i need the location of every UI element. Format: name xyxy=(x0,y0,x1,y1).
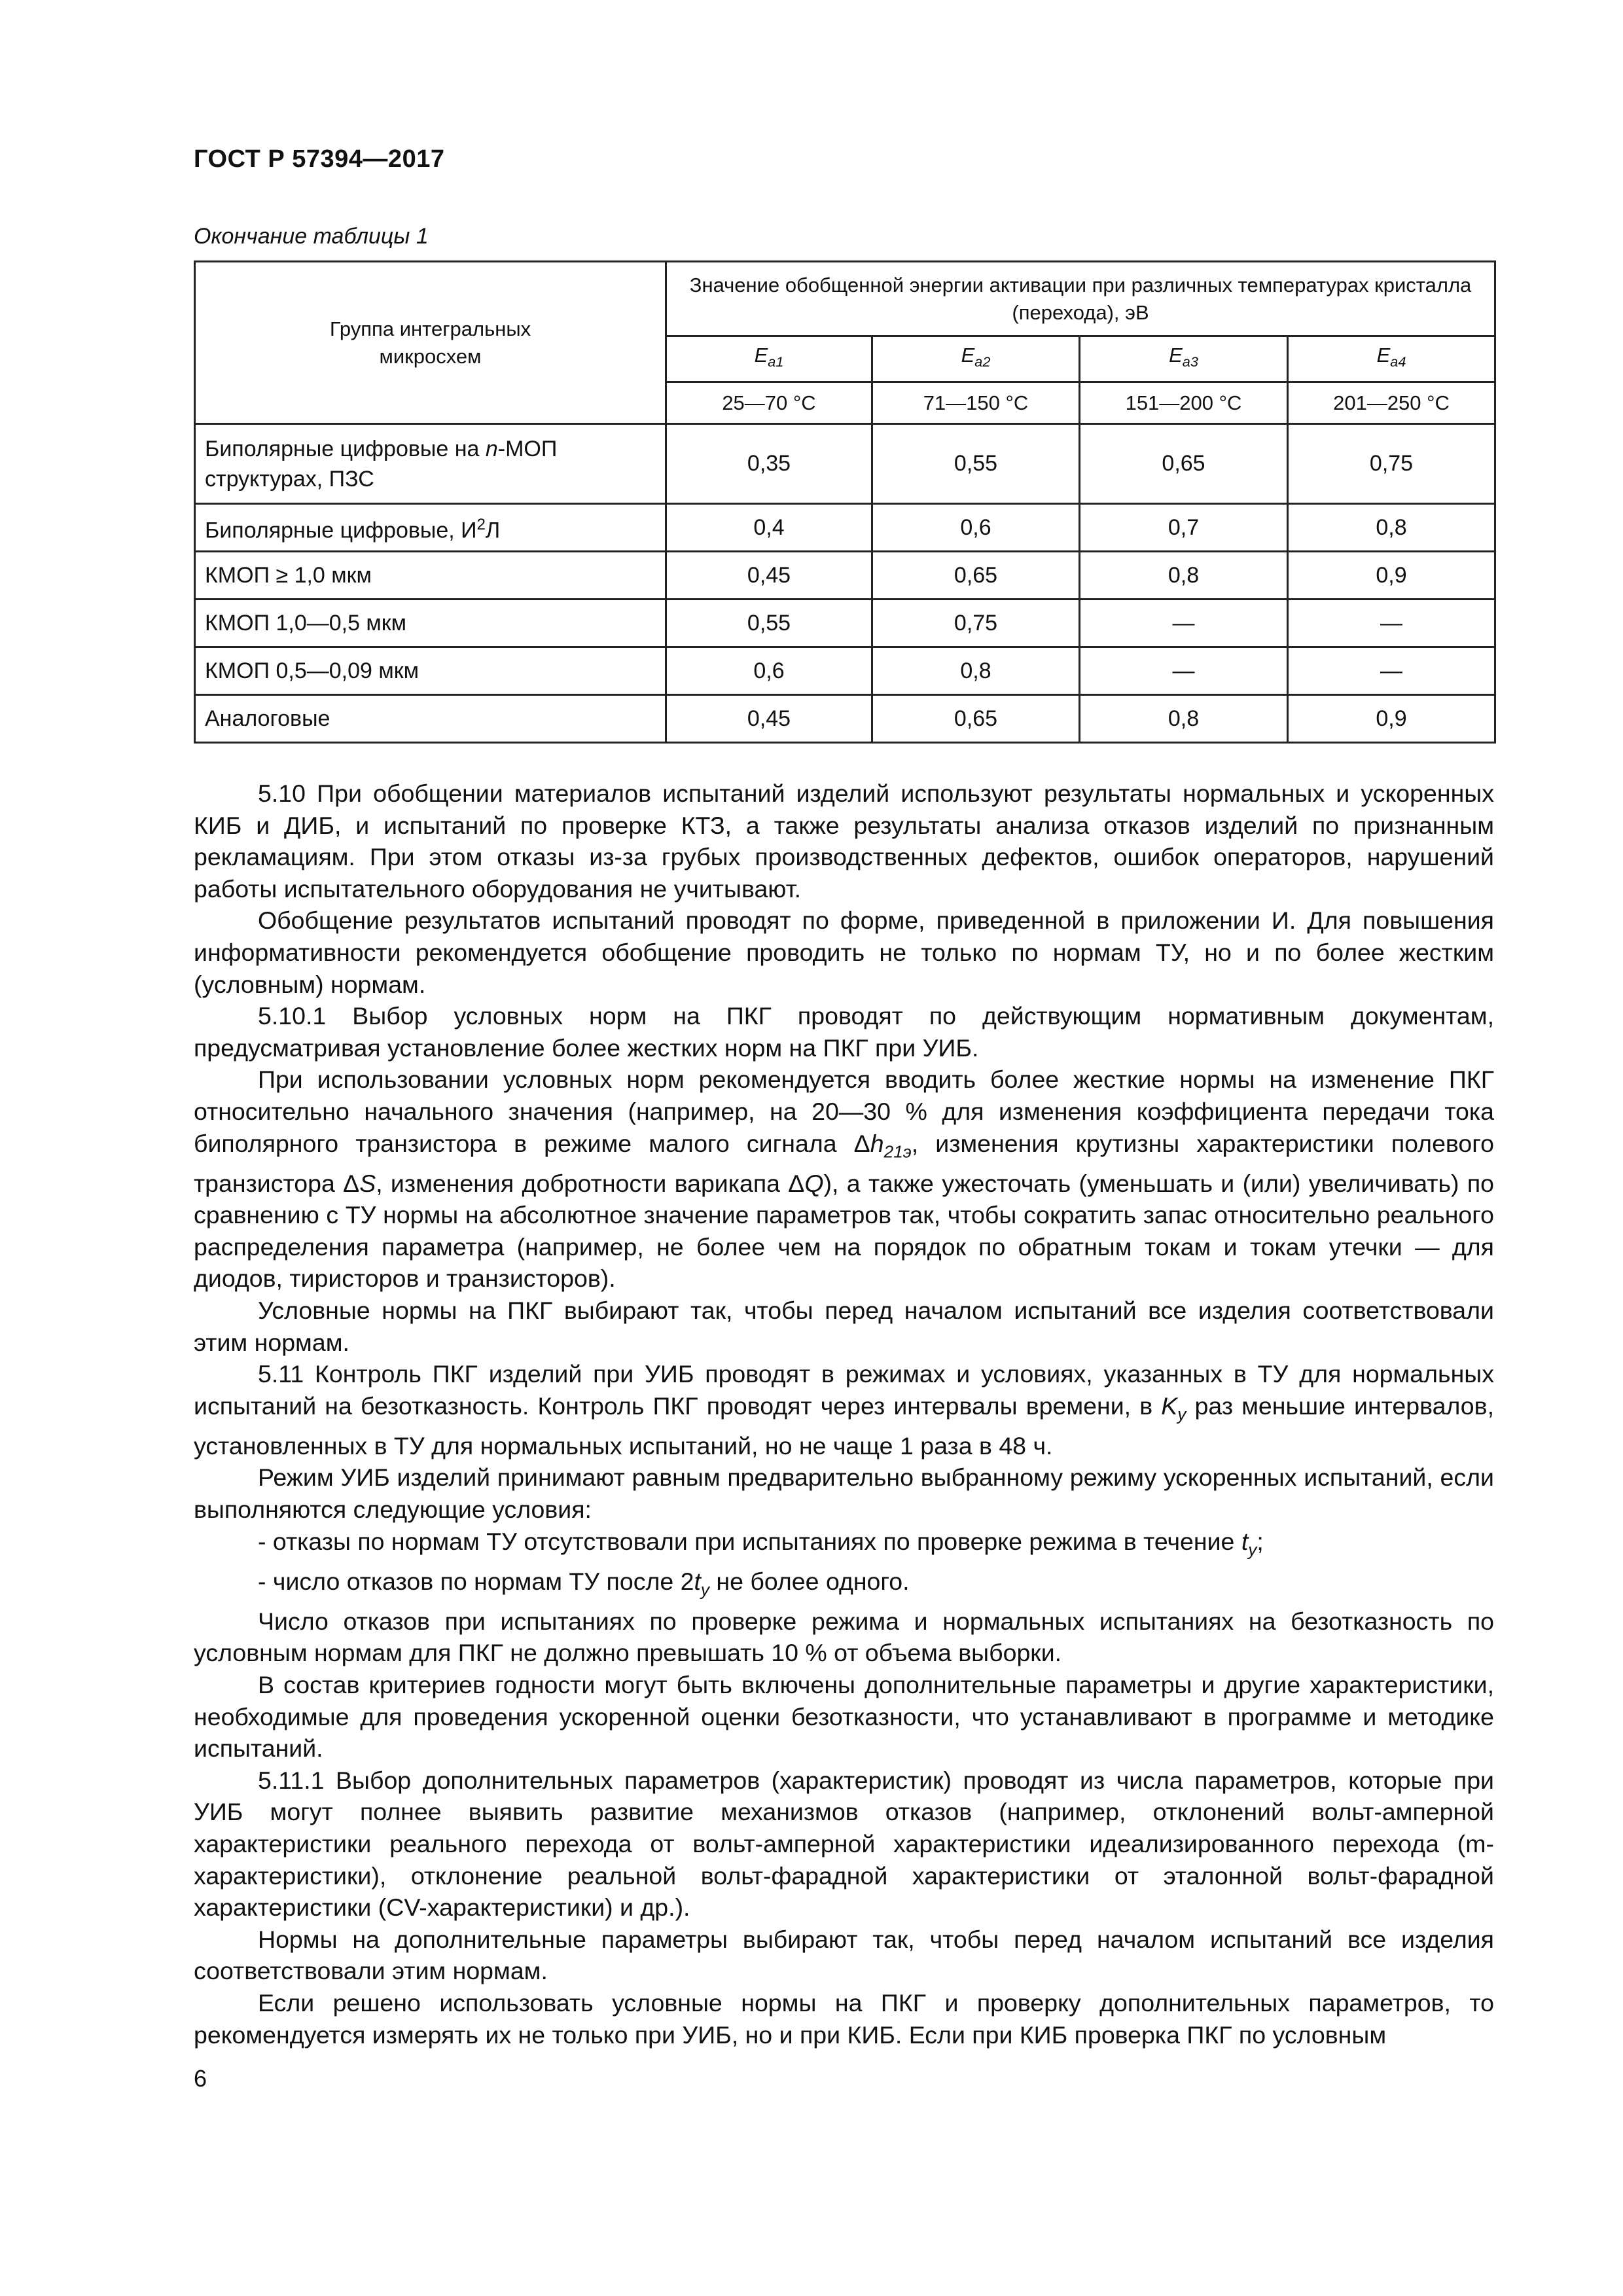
table-header-row xyxy=(195,262,1495,336)
group-cell: Биполярные цифровые на n-МОП структурах, ПЗС xyxy=(195,424,666,504)
group-cell: Аналоговые xyxy=(195,695,666,743)
energy-symbol-cell: $E_{a1}$ xyxy=(666,336,872,382)
paragraph: Обобщение результатов испытаний проводят по форме, приведенной в приложении И. Для повышения информативности рекомендуется обобщение проводить не только по нормам ТУ, но и по более жестким (условным) нормам. xyxy=(194,906,1494,998)
value-cell: — xyxy=(1080,647,1288,695)
table-row xyxy=(195,695,1495,743)
value-cell: 0,8 xyxy=(1288,504,1495,552)
temperature-range-cell: 201—250 °С xyxy=(1288,382,1495,424)
value-cell: 0,35 xyxy=(666,424,872,504)
body-text xyxy=(194,778,1494,2051)
paragraph-5-10: 5.10 При обобщении материалов испытаний изделий используют результаты нормальных и ускоренных КИБ и ДИБ, и испытаний по проверке КТЗ, а также результаты анализа отказов изделий по признанным рекламациям. При этом отказы из-за грубых производственных дефектов, ошибок операторов, нарушений работы испытательного оборудования не учитывают. xyxy=(194,780,1494,903)
table-row xyxy=(195,647,1495,695)
table-caption: Окончание таблицы 1 xyxy=(194,224,429,249)
group-column-header xyxy=(195,262,666,424)
page-number: 6 xyxy=(194,2065,207,2092)
paragraph-5-10-1: 5.10.1 Выбор условных норм на ПКГ проводят по действующим нормативным документам, предусматривая установление более жестких норм на ПКГ при УИБ. xyxy=(194,1002,1494,1062)
value-cell: 0,75 xyxy=(1288,424,1495,504)
value-cell: 0,7 xyxy=(1080,504,1288,552)
value-cell: 0,45 xyxy=(666,552,872,600)
group-cell: КМОП 1,0—0,5 мкм xyxy=(195,600,666,647)
value-cell: 0,4 xyxy=(666,504,872,552)
paragraph: Режим УИБ изделий принимают равным предварительно выбранному режиму ускоренных испытаний, если выполняются следующие условия: xyxy=(194,1463,1494,1524)
list-item: - число отказов по нормам ТУ после $2t_у$ не более одного. xyxy=(258,1567,910,1600)
value-cell: 0,65 xyxy=(1080,424,1288,504)
value-cell: 0,9 xyxy=(1288,552,1495,600)
paragraph-5-11: 5.11 Контроль ПКГ изделий при УИБ проводят в режимах и условиях, указанных в ТУ для нормальных испытаний на безотказность. Контроль ПКГ проводят через интервалы времени, в $K_у$ раз меньшие интервалов, установленных в ТУ для нормальных испытаний, но не чаще 1 раза в 48 ч. xyxy=(194,1360,1494,1460)
group-cell: КМОП ≥ 1,0 мкм xyxy=(195,552,666,600)
value-cell: — xyxy=(1288,647,1495,695)
table-row xyxy=(195,600,1495,647)
value-cell: — xyxy=(1288,600,1495,647)
group-cell: Биполярные цифровые, $И^2Л$ xyxy=(195,504,666,552)
paragraph: При использовании условных норм рекомендуется вводить более жесткие нормы на изменение ПКГ относительно начального значения (например, на 20—30 % для изменения коэффициента передачи тока биполярного транзистора в режиме малого сигнала $\Delta h_{21э}$, изменения крутизны характеристики полевого транзистора ΔS, изменения добротности варикапа ΔQ), а также ужесточать (уменьшать и (или) увеличивать) по сравнению с ТУ нормы на абсолютное значение параметров так, чтобы сократить запас относительно реального распределения параметра (например, не более чем на порядок по обратным токам и токам утечки — для диодов, тиристоров и транзисторов). xyxy=(194,1066,1495,1293)
value-cell: 0,55 xyxy=(666,600,872,647)
paragraph-5-11-1: 5.11.1 Выбор дополнительных параметров (характеристик) проводят из числа параметров, которые при УИБ могут полнее выявить развитие механизмов отказов (например, отклонений вольт-амперной характеристики реального перехода от вольт-амперной характеристики идеализированного перехода (m-характеристики), отклонение реальной вольт-фарадной характеристики от эталонной вольт-фарадной характеристики (CV-характеристики) и др.). xyxy=(194,1766,1494,1922)
value-cell: 0,55 xyxy=(872,424,1080,504)
value-cell: 0,8 xyxy=(872,647,1080,695)
activation-energy-table xyxy=(194,260,1496,744)
paragraph: Если решено использовать условные нормы на ПКГ и проверку дополнительных параметров, то рекомендуется измерять их не только при УИБ, но и при КИБ. Если при КИБ проверка ПКГ по условным xyxy=(194,1988,1494,2049)
value-cell: 0,65 xyxy=(872,695,1080,743)
value-cell: 0,75 xyxy=(872,600,1080,647)
list-item: - отказы по нормам ТУ отсутствовали при испытаниях по проверке режима в течение $t_у$; xyxy=(258,1527,1264,1560)
energy-symbol-cell: $E_{a2}$ xyxy=(872,336,1080,382)
table-row xyxy=(195,552,1495,600)
group-cell: КМОП 0,5—0,09 мкм xyxy=(195,647,666,695)
value-cell: 0,8 xyxy=(1080,695,1288,743)
energy-symbol-cell: $E_{a3}$ xyxy=(1080,336,1288,382)
paragraph: В состав критериев годности могут быть включены дополнительные параметры и другие характеристики, необходимые для проведения ускоренной оценки безотказности, что устанавливают в программе и методике испытаний. xyxy=(194,1671,1494,1763)
paragraph: Условные нормы на ПКГ выбирают так, чтобы перед началом испытаний все изделия соответствовали этим нормам. xyxy=(194,1297,1494,1356)
value-cell: 0,45 xyxy=(666,695,872,743)
value-cell: 0,6 xyxy=(872,504,1080,552)
temperature-range-cell: 71—150 °С xyxy=(872,382,1080,424)
paragraph: Число отказов при испытаниях по проверке режима и нормальных испытаниях на безотказность по условным нормам для ПКГ не должно превышать 10 % от объема выборки. xyxy=(194,1607,1494,1667)
value-cell: — xyxy=(1080,600,1288,647)
document-header: ГОСТ Р 57394—2017 xyxy=(194,145,445,173)
table-row xyxy=(195,424,1495,504)
value-cell: 0,65 xyxy=(872,552,1080,600)
paragraph: Нормы на дополнительные параметры выбирают так, чтобы перед началом испытаний все изделия соответствовали этим нормам. xyxy=(194,1925,1494,1985)
temperature-range-cell: 25—70 °С xyxy=(666,382,872,424)
value-cell: 0,6 xyxy=(666,647,872,695)
temperature-range-cell: 151—200 °С xyxy=(1080,382,1288,424)
value-cell: 0,8 xyxy=(1080,552,1288,600)
energy-column-header: Значение обобщенной энергии активации при различных температурах кристалла (перехода), эВ xyxy=(666,262,1495,336)
value-cell: 0,9 xyxy=(1288,695,1495,743)
group-column-header-text: Группа интегральных микросхем xyxy=(329,317,531,368)
table-row xyxy=(195,504,1495,552)
energy-symbol-cell: $E_{a4}$ xyxy=(1288,336,1495,382)
